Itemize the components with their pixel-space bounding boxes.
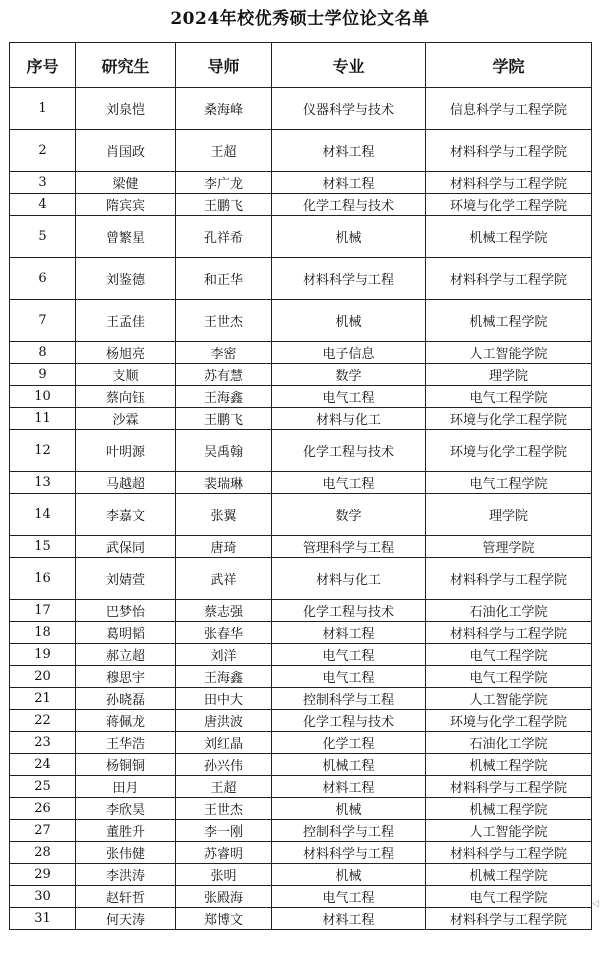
cell-advisor: 唐琦 (176, 536, 272, 558)
cell-advisor: 唐洪波 (176, 710, 272, 732)
cell-student: 支顺 (76, 364, 176, 386)
cell-advisor: 李广龙 (176, 172, 272, 194)
cell-student: 李嘉文 (76, 494, 176, 536)
table-body (10, 88, 592, 930)
cell-major: 材料工程 (272, 130, 426, 172)
cell-college: 机械工程学院 (426, 864, 592, 886)
cell-index: 4 (10, 194, 76, 216)
cell-college: 机械工程学院 (426, 754, 592, 776)
cell-college: 信息科学与工程学院 (426, 88, 592, 130)
cell-advisor: 苏睿明 (176, 842, 272, 864)
table-row (10, 908, 592, 930)
cell-major: 仪器科学与技术 (272, 88, 426, 130)
cell-index: 25 (10, 776, 76, 798)
cell-major: 管理科学与工程 (272, 536, 426, 558)
cell-college: 机械工程学院 (426, 798, 592, 820)
cell-college: 材料科学与工程学院 (426, 776, 592, 798)
cell-index: 21 (10, 688, 76, 710)
cell-index: 22 (10, 710, 76, 732)
table-row (10, 216, 592, 258)
cell-student: 曾繁星 (76, 216, 176, 258)
cell-advisor: 武祥 (176, 558, 272, 600)
cell-index: 10 (10, 386, 76, 408)
cell-college: 材料科学与工程学院 (426, 130, 592, 172)
table-row (10, 88, 592, 130)
table-row (10, 558, 592, 600)
cell-student: 王华浩 (76, 732, 176, 754)
cell-student: 何天涛 (76, 908, 176, 930)
cell-college: 材料科学与工程学院 (426, 172, 592, 194)
cell-student: 郝立超 (76, 644, 176, 666)
cell-index: 26 (10, 798, 76, 820)
header-student: 研究生 (76, 43, 176, 88)
edge-mark: ◁ (592, 899, 599, 909)
thesis-list-table (9, 42, 592, 930)
cell-college: 环境与化学工程学院 (426, 430, 592, 472)
cell-student: 武保同 (76, 536, 176, 558)
cell-student: 杨铜铜 (76, 754, 176, 776)
cell-index: 23 (10, 732, 76, 754)
table-row (10, 798, 592, 820)
table-row (10, 644, 592, 666)
cell-major: 电气工程 (272, 386, 426, 408)
cell-college: 电气工程学院 (426, 886, 592, 908)
cell-college: 环境与化学工程学院 (426, 408, 592, 430)
table-row (10, 364, 592, 386)
cell-major: 电气工程 (272, 666, 426, 688)
table-row (10, 710, 592, 732)
cell-advisor: 和正华 (176, 258, 272, 300)
table-row (10, 300, 592, 342)
cell-advisor: 王世杰 (176, 300, 272, 342)
cell-index: 29 (10, 864, 76, 886)
cell-index: 15 (10, 536, 76, 558)
cell-student: 葛明韬 (76, 622, 176, 644)
cell-advisor: 裴瑞琳 (176, 472, 272, 494)
cell-index: 11 (10, 408, 76, 430)
cell-college: 材料科学与工程学院 (426, 558, 592, 600)
cell-college: 理学院 (426, 494, 592, 536)
cell-advisor: 吴禹翰 (176, 430, 272, 472)
cell-major: 数学 (272, 364, 426, 386)
cell-major: 机械 (272, 864, 426, 886)
cell-advisor: 王超 (176, 776, 272, 798)
cell-student: 杨旭亮 (76, 342, 176, 364)
header-major: 专业 (272, 43, 426, 88)
cell-advisor: 苏有慧 (176, 364, 272, 386)
cell-student: 李洪涛 (76, 864, 176, 886)
cell-advisor: 蔡志强 (176, 600, 272, 622)
cell-major: 化学工程与技术 (272, 710, 426, 732)
table-row (10, 342, 592, 364)
cell-student: 孙晓磊 (76, 688, 176, 710)
cell-college: 石油化工学院 (426, 732, 592, 754)
cell-student: 刘婧萱 (76, 558, 176, 600)
cell-student: 刘鉴德 (76, 258, 176, 300)
cell-major: 电气工程 (272, 472, 426, 494)
cell-college: 人工智能学院 (426, 820, 592, 842)
table-row (10, 536, 592, 558)
header-advisor: 导师 (176, 43, 272, 88)
table-row (10, 408, 592, 430)
cell-college: 材料科学与工程学院 (426, 842, 592, 864)
cell-advisor: 张殿海 (176, 886, 272, 908)
cell-major: 化学工程 (272, 732, 426, 754)
cell-index: 19 (10, 644, 76, 666)
table-row (10, 386, 592, 408)
cell-advisor: 张春华 (176, 622, 272, 644)
cell-college: 材料科学与工程学院 (426, 622, 592, 644)
table-row (10, 130, 592, 172)
header-college: 学院 (426, 43, 592, 88)
cell-major: 化学工程与技术 (272, 430, 426, 472)
cell-college: 电气工程学院 (426, 472, 592, 494)
table-row (10, 666, 592, 688)
cell-index: 30 (10, 886, 76, 908)
cell-advisor: 王世杰 (176, 798, 272, 820)
cell-major: 材料与化工 (272, 558, 426, 600)
cell-index: 18 (10, 622, 76, 644)
table-row (10, 886, 592, 908)
cell-index: 16 (10, 558, 76, 600)
cell-student: 沙霖 (76, 408, 176, 430)
table-row (10, 472, 592, 494)
cell-college: 管理学院 (426, 536, 592, 558)
cell-major: 电气工程 (272, 644, 426, 666)
cell-college: 环境与化学工程学院 (426, 710, 592, 732)
cell-college: 机械工程学院 (426, 216, 592, 258)
cell-major: 材料工程 (272, 908, 426, 930)
table-row (10, 864, 592, 886)
cell-index: 13 (10, 472, 76, 494)
cell-advisor: 李密 (176, 342, 272, 364)
cell-major: 材料工程 (272, 172, 426, 194)
cell-student: 巴梦怡 (76, 600, 176, 622)
cell-major: 材料工程 (272, 622, 426, 644)
cell-student: 马越超 (76, 472, 176, 494)
cell-major: 电子信息 (272, 342, 426, 364)
cell-major: 材料工程 (272, 776, 426, 798)
cell-index: 8 (10, 342, 76, 364)
cell-college: 石油化工学院 (426, 600, 592, 622)
cell-advisor: 王海鑫 (176, 666, 272, 688)
table-row (10, 776, 592, 798)
cell-advisor: 刘红晶 (176, 732, 272, 754)
cell-major: 化学工程与技术 (272, 194, 426, 216)
cell-index: 24 (10, 754, 76, 776)
cell-advisor: 张明 (176, 864, 272, 886)
cell-college: 理学院 (426, 364, 592, 386)
cell-major: 控制科学与工程 (272, 820, 426, 842)
table-row (10, 842, 592, 864)
table-row (10, 258, 592, 300)
table-row (10, 194, 592, 216)
table-header-row (10, 43, 592, 88)
cell-advisor: 刘洋 (176, 644, 272, 666)
cell-major: 机械 (272, 300, 426, 342)
cell-advisor: 张翼 (176, 494, 272, 536)
cell-advisor: 田中大 (176, 688, 272, 710)
cell-advisor: 郑博文 (176, 908, 272, 930)
table-row (10, 622, 592, 644)
cell-student: 隋宾宾 (76, 194, 176, 216)
cell-student: 蔡向钰 (76, 386, 176, 408)
cell-college: 电气工程学院 (426, 644, 592, 666)
cell-index: 14 (10, 494, 76, 536)
cell-college: 人工智能学院 (426, 688, 592, 710)
header-index: 序号 (10, 43, 76, 88)
cell-advisor: 孙兴伟 (176, 754, 272, 776)
cell-major: 电气工程 (272, 886, 426, 908)
cell-student: 叶明源 (76, 430, 176, 472)
cell-advisor: 王超 (176, 130, 272, 172)
cell-major: 控制科学与工程 (272, 688, 426, 710)
cell-advisor: 王鹏飞 (176, 194, 272, 216)
table-row (10, 754, 592, 776)
cell-college: 材料科学与工程学院 (426, 258, 592, 300)
cell-major: 数学 (272, 494, 426, 536)
cell-student: 梁健 (76, 172, 176, 194)
cell-student: 李欣昊 (76, 798, 176, 820)
cell-student: 穆思宇 (76, 666, 176, 688)
cell-index: 27 (10, 820, 76, 842)
cell-index: 5 (10, 216, 76, 258)
cell-college: 人工智能学院 (426, 342, 592, 364)
cell-major: 机械 (272, 216, 426, 258)
cell-student: 赵轩哲 (76, 886, 176, 908)
cell-student: 田月 (76, 776, 176, 798)
cell-index: 6 (10, 258, 76, 300)
table-row (10, 732, 592, 754)
cell-index: 7 (10, 300, 76, 342)
cell-student: 王孟佳 (76, 300, 176, 342)
cell-major: 机械工程 (272, 754, 426, 776)
cell-index: 2 (10, 130, 76, 172)
cell-advisor: 孔祥希 (176, 216, 272, 258)
cell-index: 1 (10, 88, 76, 130)
cell-student: 张伟健 (76, 842, 176, 864)
table-row (10, 430, 592, 472)
cell-index: 17 (10, 600, 76, 622)
cell-index: 20 (10, 666, 76, 688)
cell-student: 董胜升 (76, 820, 176, 842)
cell-major: 材料科学与工程 (272, 842, 426, 864)
cell-advisor: 王鹏飞 (176, 408, 272, 430)
cell-index: 31 (10, 908, 76, 930)
table-row (10, 494, 592, 536)
cell-index: 28 (10, 842, 76, 864)
cell-advisor: 王海鑫 (176, 386, 272, 408)
cell-index: 9 (10, 364, 76, 386)
table-row (10, 688, 592, 710)
cell-index: 3 (10, 172, 76, 194)
cell-student: 肖国政 (76, 130, 176, 172)
cell-college: 电气工程学院 (426, 386, 592, 408)
table-row (10, 172, 592, 194)
cell-college: 环境与化学工程学院 (426, 194, 592, 216)
cell-major: 材料与化工 (272, 408, 426, 430)
cell-college: 材料科学与工程学院 (426, 908, 592, 930)
cell-major: 机械 (272, 798, 426, 820)
table-row (10, 820, 592, 842)
table-row (10, 600, 592, 622)
cell-major: 化学工程与技术 (272, 600, 426, 622)
cell-index: 12 (10, 430, 76, 472)
cell-college: 机械工程学院 (426, 300, 592, 342)
cell-student: 刘泉恺 (76, 88, 176, 130)
cell-advisor: 李一刚 (176, 820, 272, 842)
cell-advisor: 桑海峰 (176, 88, 272, 130)
cell-student: 蒋佩龙 (76, 710, 176, 732)
cell-major: 材料科学与工程 (272, 258, 426, 300)
cell-college: 电气工程学院 (426, 666, 592, 688)
page-title: 2024年校优秀硕士学位论文名单 (170, 9, 430, 29)
